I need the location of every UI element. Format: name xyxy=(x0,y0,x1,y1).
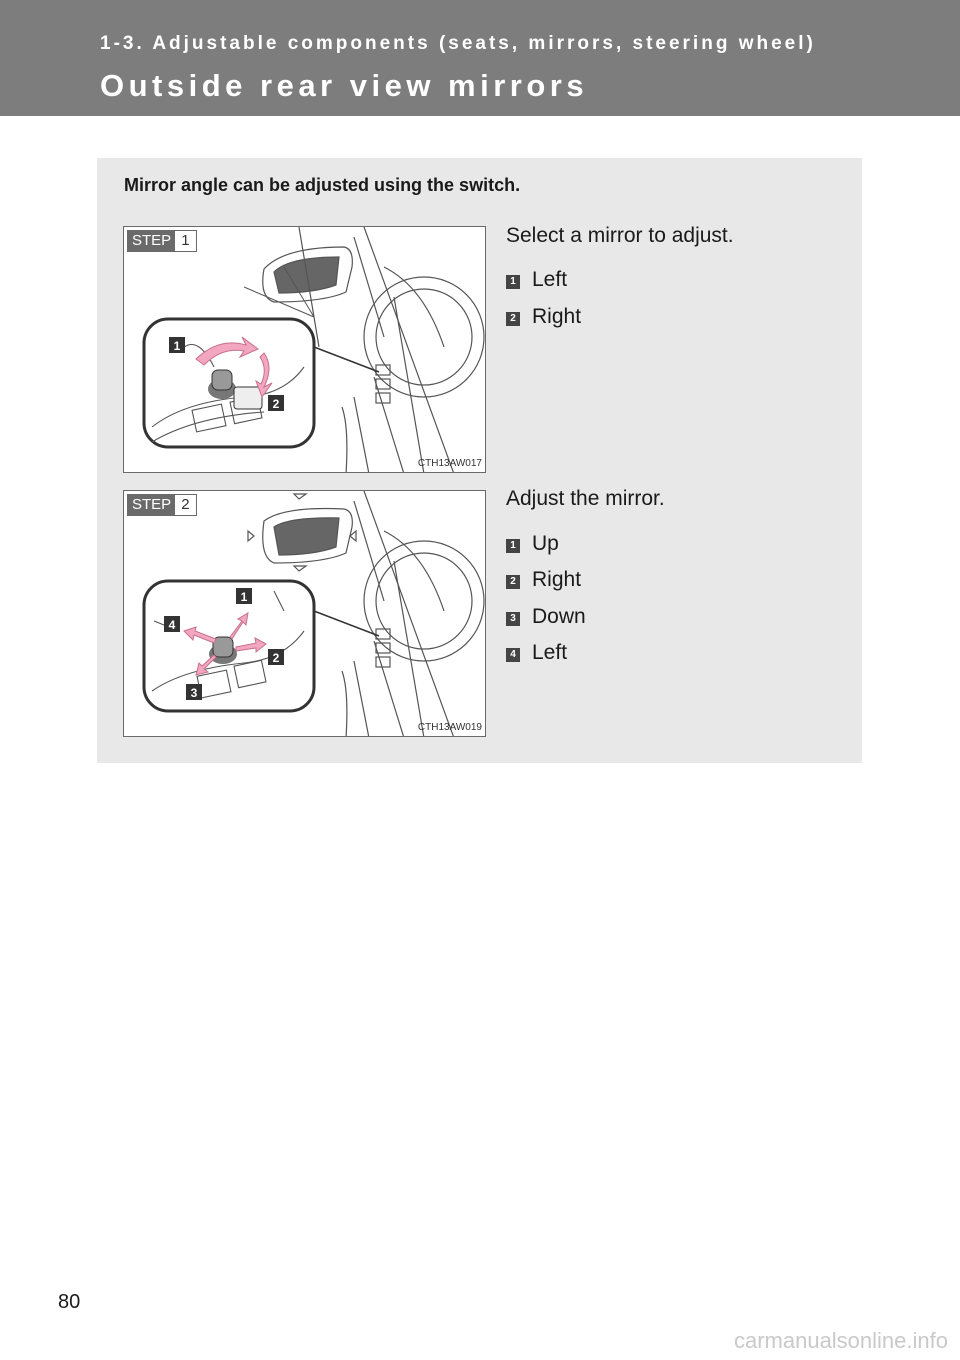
step1-text: Select a mirror to adjust. xyxy=(506,224,734,247)
number-icon: 2 xyxy=(506,312,520,326)
page-title: Outside rear view mirrors xyxy=(100,68,589,103)
step2-illustration xyxy=(123,490,486,737)
step-number: 2 xyxy=(175,495,195,515)
figure-code: CTH13AW019 xyxy=(417,722,482,733)
svg-text:2: 2 xyxy=(272,651,280,665)
step2-text: Adjust the mirror. xyxy=(506,487,665,510)
step-word: STEP xyxy=(128,495,175,515)
watermark-link[interactable]: carmanualsonline.info xyxy=(733,1328,948,1353)
page-number: 80 xyxy=(58,1291,81,1313)
option-label: Left xyxy=(532,268,568,291)
option-label: Right xyxy=(532,568,582,591)
svg-text:3: 3 xyxy=(190,686,198,700)
step-number: 1 xyxy=(175,231,195,251)
svg-text:4: 4 xyxy=(168,618,176,632)
number-icon: 2 xyxy=(506,575,520,589)
step1-tag xyxy=(127,230,197,252)
step2-tag xyxy=(127,494,197,516)
intro-text: Mirror angle can be adjusted using the switch. xyxy=(124,175,521,195)
svg-text:1: 1 xyxy=(240,590,248,604)
mirror-select-drawing xyxy=(124,227,486,473)
step2-option xyxy=(506,641,567,665)
step2-option xyxy=(506,568,581,592)
svg-text:2: 2 xyxy=(272,397,280,411)
section-heading: 1-3. Adjustable components (seats, mirrors, steering wheel) xyxy=(100,33,816,54)
step1-option xyxy=(506,268,567,292)
number-icon: 1 xyxy=(506,539,520,553)
step-word: STEP xyxy=(128,231,175,251)
page-header xyxy=(0,0,960,116)
number-icon: 1 xyxy=(506,275,520,289)
figure-code: CTH13AW017 xyxy=(417,458,482,469)
step1-option xyxy=(506,305,581,329)
option-label: Left xyxy=(532,641,568,664)
mirror-adjust-drawing xyxy=(124,491,486,737)
number-icon: 3 xyxy=(506,612,520,626)
option-label: Right xyxy=(532,305,582,328)
step2-option xyxy=(506,605,586,629)
option-label: Up xyxy=(532,532,559,555)
option-label: Down xyxy=(532,605,586,628)
step1-illustration xyxy=(123,226,486,473)
svg-text:1: 1 xyxy=(173,339,181,353)
number-icon: 4 xyxy=(506,648,520,662)
step2-option xyxy=(506,532,559,556)
